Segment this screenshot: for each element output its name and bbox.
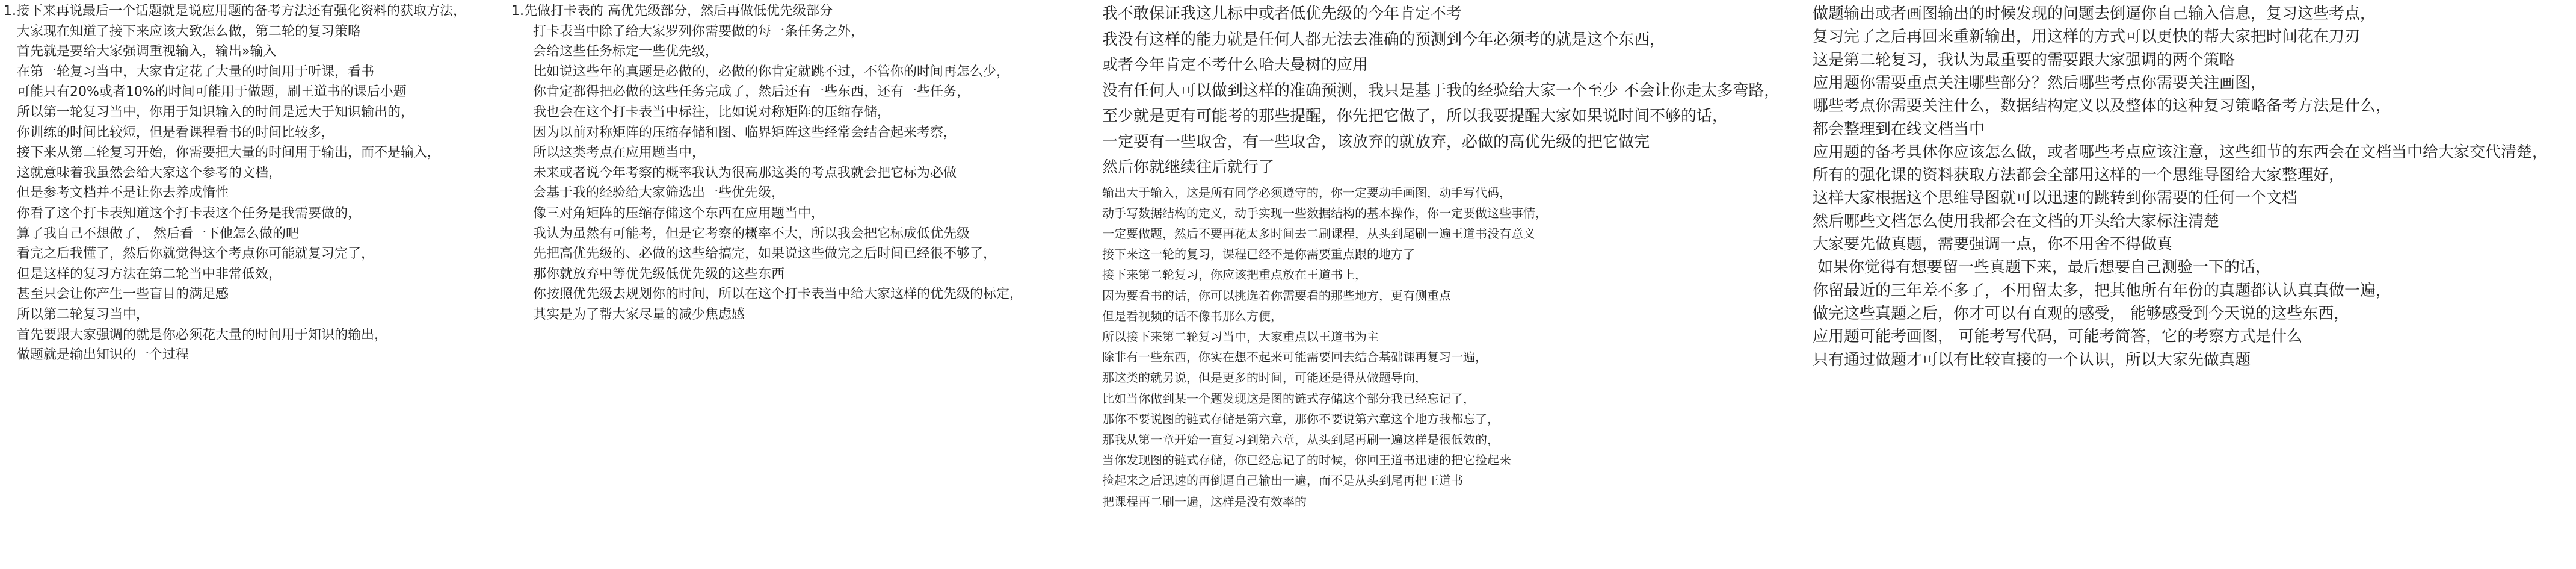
text-line: 我不敢保证我这儿标中或者低优先级的今年肯定不考: [1102, 5, 1462, 23]
text-line: 复习完了之后再回来重新输出，用这样的方式可以更快的帮大家把时间花在刀刃: [1813, 28, 2361, 46]
text-line: 那你不要说图的链式存储是第六章，那你不要说第六章这个地方我都忘了，: [1102, 411, 1499, 426]
text-line: 大家现在知道了接下来应该大致怎么做，第二轮的复习策略: [17, 23, 362, 39]
text-line: 没有任何人可以做到这样的准确预测，我只是基于我的经验给大家一个至少 不会让你走太多弯路，: [1102, 81, 1780, 100]
text-line: 然后哪些文档怎么使用我都会在文档的开头给大家标注清楚: [1813, 212, 2220, 231]
text-line: 然后你就继续往后就行了: [1102, 158, 1275, 176]
text-line: 甚至只会让你产生一些盲目的满足感: [17, 287, 229, 302]
text-line: 都会整理到在线文档当中: [1813, 120, 1985, 138]
text-line: 打卡表当中除了给大家罗列你需要做的每一条任务之外，: [533, 23, 864, 39]
text-line: 这就意味着我虽然会给大家这个参考的文档，: [17, 165, 282, 181]
text-line: 但是参考文档并不是让你去养成惰性: [17, 185, 229, 201]
text-line: 1.先做打卡表的 高优先级部分，然后再做低优先级部分: [511, 4, 833, 19]
text-line: 那你就放弃中等优先级低优先级的这些东西: [533, 266, 785, 282]
text-line: 未来或者说今年考察的概率我认为很高那这类的考点我就会把它标为必做: [533, 165, 957, 181]
text-line: 所有的强化课的资料获取方法都会全部用这样的一个思维导图给大家整理好，: [1813, 166, 2345, 185]
text-line: 当你发现图的链式存储，你已经忘记了的时候，你回王道书迅速的把它捡起来: [1102, 453, 1511, 468]
text-line: 做题输出或者画图输出的时候发现的问题去倒逼你自己输入信息，复习这些考点，: [1813, 5, 2376, 23]
text-line: 我没有这样的能力就是任何人都无法去准确的预测到今年必须考的就是这个东西，: [1102, 30, 1666, 49]
text-line: 接下来从第二轮复习开始，你需要把大量的时间用于输出，而不是输入，: [17, 145, 441, 161]
text-line: 所以接下来第二轮复习当中，大家重点以王道书为主: [1102, 329, 1379, 344]
text-line: 因为要看书的话，你可以挑选着你需要看的那些地方，更有侧重点: [1102, 288, 1451, 303]
text-line: 如果你觉得有想要留一些真题下来，最后想要自己测验一下的话，: [1817, 258, 2272, 277]
text-line: 我也会在这个打卡表当中标注，比如说对称矩阵的压缩存储，: [533, 105, 891, 120]
text-line: 因为以前对称矩阵的压缩存储和图、临界矩阵这些经常会结合起来考察，: [533, 125, 957, 140]
text-line: 会基于我的经验给大家筛选出一些优先级，: [533, 185, 785, 201]
text-line: 你按照优先级去规划你的时间，所以在这个打卡表当中给大家这样的优先级的标定，: [533, 287, 1023, 302]
text-line: 或者今年肯定不考什么哈夫曼树的应用: [1102, 56, 1369, 74]
text-line: 比如说这些年的真题是必做的，必做的你肯定就跳不过，不管你的时间再怎么少，: [533, 64, 1010, 79]
text-line: 做完这些真题之后，你才可以有直观的感受， 能够感受到今天说的这些东西，: [1813, 304, 2350, 323]
text-line: 这是第二轮复习，我认为最重要的需要跟大家强调的两个策略: [1813, 51, 2236, 69]
text-line: 接下来第二轮复习，你应该把重点放在王道书上，: [1102, 267, 1367, 282]
text-line: 输出大于输入，这是所有同学必须遵守的，你一定要动手画图，动手写代码，: [1102, 185, 1511, 200]
text-line: 算了我自己不想做了， 然后看一下他怎么做的吧: [17, 226, 299, 241]
text-line: 应用题可能考画图， 可能考写代码，可能考简答，它的考察方式是什么: [1813, 328, 2303, 346]
text-line: 除非有一些东西，你实在想不起来可能需要回去结合基础课再复习一遍，: [1102, 350, 1487, 365]
text-line: 其实是为了帮大家尽量的减少焦虑感: [533, 307, 745, 322]
text-line: 接下来这一轮的复习，课程已经不是你需要重点跟的地方了: [1102, 247, 1415, 262]
text-line: 所以第一轮复习当中，你用于知识输入的时间是远大于知识输出的，: [17, 105, 414, 120]
text-line: 哪些考点你需要关注什么，数据结构定义以及整体的这种复习策略备考方法是什么，: [1813, 97, 2392, 116]
text-line: 可能只有20%或者10%的时间可能用于做题，刷王道书的课后小题: [17, 84, 407, 100]
text-line: 应用题的备考具体你应该怎么做，或者哪些考点应该注意，这些细节的东西会在文档当中给大家交代清楚，: [1813, 143, 2548, 161]
text-line: 只有通过做题才可以有比较直接的一个认识，所以大家先做真题: [1813, 350, 2251, 369]
text-line: 你训练的时间比较短，但是看课程看书的时间比较多，: [17, 125, 335, 140]
text-line: 大家要先做真题，需要强调一点，你不用舍不得做真: [1813, 235, 2173, 253]
text-line: 在第一轮复习当中，大家肯定花了大量的时间用于听课，看书: [17, 64, 375, 79]
text-line: 应用题你需要重点关注哪些部分？然后哪些考点你需要关注画图，: [1813, 73, 2267, 92]
text-line: 你留最近的三年差不多了，不用留太多，把其他所有年份的真题都认认真真做一遍，: [1813, 281, 2392, 300]
text-line: 但是这样的复习方法在第二轮当中非常低效，: [17, 266, 282, 282]
text-line: 看完之后我懂了，然后你就觉得这个考点你可能就复习完了，: [17, 246, 375, 262]
text-line: 首先要跟大家强调的就是你必须花大量的时间用于知识的输出，: [17, 327, 388, 343]
text-line: 所以这类考点在应用题当中，: [533, 145, 706, 161]
text-line: 我认为虽然有可能考，但是它考察的概率不大，所以我会把它标成低优先级: [533, 226, 970, 241]
text-line: 1.接下来再说最后一个话题就是说应用题的备考方法还有强化资料的获取方法，: [4, 4, 466, 19]
text-line: 所以第二轮复习当中，: [17, 307, 150, 322]
text-line: 但是看视频的话不像书那么方便，: [1102, 308, 1283, 323]
text-line: 至少就是更有可能考的那些提醒，你先把它做了，所以我要提醒大家如果说时间不够的话，: [1102, 107, 1728, 125]
text-line: 捡起来之后迅速的再倒逼自己输出一遍，而不是从头到尾再把王道书: [1102, 473, 1463, 488]
text-line: 做题就是输出知识的一个过程: [17, 347, 190, 363]
text-line: 像三对角矩阵的压缩存储这个东西在应用题当中，: [533, 206, 825, 221]
text-line: 你肯定都得把必做的这些任务完成了，然后还有一些东西，还有一些任务，: [533, 84, 970, 100]
text-line: 你看了这个打卡表知道这个打卡表这个任务是我需要做的，: [17, 206, 362, 221]
text-line: 一定要有一些取舍，有一些取舍，该放弃的就放弃，必做的高优先级的把它做完: [1102, 132, 1650, 151]
text-line: 先把高优先级的、必做的这些给搞完，如果说这些做完之后时间已经很不够了，: [533, 246, 997, 262]
text-line: 把课程再二刷一遍，这样是没有效率的: [1102, 494, 1307, 509]
text-line: 动手写数据结构的定义，动手实现一些数据结构的基本操作，你一定要做这些事情，: [1102, 205, 1547, 220]
text-line: 首先就是要给大家强调重视输入，输出»输入: [17, 44, 277, 60]
text-line: 会给这些任务标定一些优先级，: [533, 44, 719, 60]
text-line: 比如当你做到某一个题发现这是图的链式存储这个部分我已经忘记了，: [1102, 391, 1475, 406]
text-line: 这样大家根据这个思维导图就可以迅速的跳转到你需要的任何一个文档: [1813, 189, 2298, 208]
text-line: 那这类的就另说，但是更多的时间，可能还是得从做题导向，: [1102, 370, 1427, 385]
text-line: 那我从第一章开始一直复习到第六章，从头到尾再刷一遍这样是很低效的，: [1102, 432, 1499, 447]
text-line: 一定要做题，然后不要再花太多时间去二刷课程，从头到尾刷一遍王道书没有意义: [1102, 226, 1535, 241]
